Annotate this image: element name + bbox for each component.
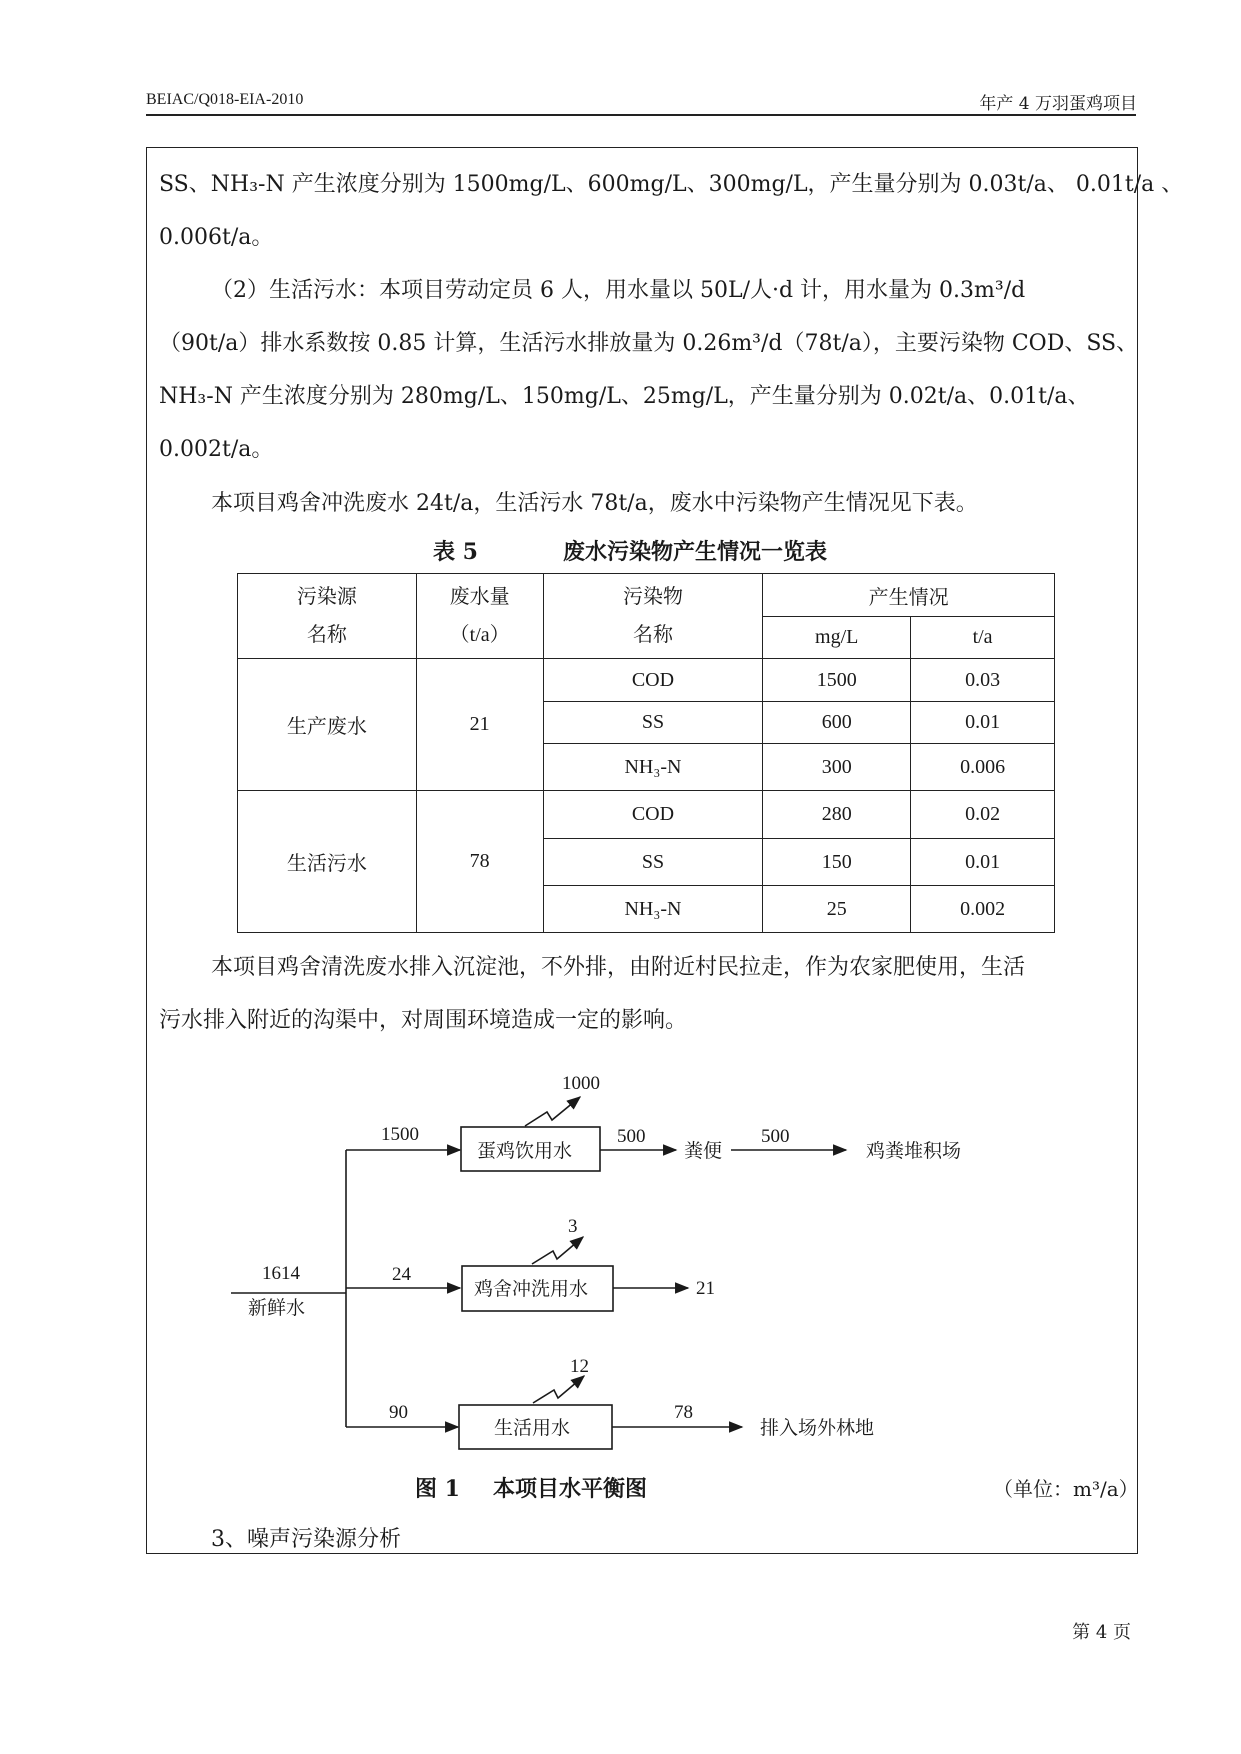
manure-label: 粪便 bbox=[684, 1140, 723, 1162]
branch2-loss-value: 3 bbox=[568, 1216, 578, 1237]
header-unit-mass: t/a bbox=[911, 617, 1055, 659]
header-text: 名称 bbox=[306, 624, 347, 646]
text-line: 0.002t/a。 bbox=[159, 437, 274, 462]
branch3-loss-arrow bbox=[533, 1376, 584, 1403]
figure-unit: （单位：m³/a） bbox=[993, 1477, 1139, 1501]
cell-mass: 0.01 bbox=[911, 702, 1055, 744]
table-caption-title: 废水污染物产生情况一览表 bbox=[563, 539, 828, 565]
cell-mass: 0.002 bbox=[911, 886, 1055, 933]
cell-pollutant: COD bbox=[543, 659, 763, 702]
branch1-in-value: 1500 bbox=[381, 1124, 419, 1145]
cell-source: 生产废水 bbox=[238, 659, 417, 791]
cell-pollutant: SS bbox=[543, 702, 763, 744]
text-line: （2）生活污水：本项目劳动定员 6 人，用水量以 50L/人·d 计，用水量为 0.3m³/d bbox=[211, 278, 1026, 303]
branch1-loss-value: 1000 bbox=[562, 1073, 600, 1094]
figure-caption-number: 图 1 bbox=[415, 1476, 460, 1502]
forest-discharge-label: 排入场外林地 bbox=[760, 1417, 875, 1439]
branch3-in-value: 90 bbox=[389, 1402, 408, 1423]
text-line: NH₃-N 产生浓度分别为 280mg/L、150mg/L、25mg/L，产生量分别为 0.02t/a、0.01t/a、 bbox=[159, 384, 1090, 409]
cell-mass: 0.03 bbox=[911, 659, 1055, 702]
box-hen-drinking-label: 蛋鸡饮用水 bbox=[477, 1140, 573, 1162]
text-line: 本项目鸡舍清洗废水排入沉淀池，不外排，由附近村民拉走，作为农家肥使用，生活 bbox=[211, 955, 1026, 980]
cell-conc: 150 bbox=[763, 839, 911, 886]
text-line: 0.006t/a。 bbox=[159, 225, 274, 250]
branch2-in-value: 24 bbox=[392, 1264, 411, 1285]
box-domestic-use-label: 生活用水 bbox=[494, 1417, 571, 1439]
cell-mass: 0.02 bbox=[911, 791, 1055, 839]
text-line: （90t/a）排水系数按 0.85 计算，生活污水排放量为 0.26m³/d（78t/a），主要污染物 COD、SS、 bbox=[159, 331, 1139, 356]
cell-pollutant: NH₃-N bbox=[543, 886, 763, 933]
cell-source: 生活污水 bbox=[238, 791, 417, 933]
cell-pollutant: COD bbox=[543, 791, 763, 839]
cell-pollutant: SS bbox=[543, 839, 763, 886]
cell-conc: 1500 bbox=[763, 659, 911, 702]
fresh-water-label: 新鲜水 bbox=[248, 1297, 306, 1319]
branch2-out-value: 21 bbox=[696, 1278, 715, 1299]
cell-mass: 0.01 bbox=[911, 839, 1055, 886]
branch3-loss-value: 12 bbox=[570, 1356, 589, 1377]
header-text: 污染源 bbox=[296, 586, 357, 608]
text-line: 3、噪声污染源分析 bbox=[211, 1527, 401, 1552]
cell-conc: 600 bbox=[763, 702, 911, 744]
manure-pile-label: 鸡粪堆积场 bbox=[866, 1140, 962, 1162]
figure-caption-title: 本项目水平衡图 bbox=[493, 1476, 648, 1502]
manure-out-value: 500 bbox=[761, 1126, 790, 1147]
header-text: 污染物 bbox=[622, 586, 683, 608]
header-text: 废水量 bbox=[449, 586, 510, 608]
cell-conc: 25 bbox=[763, 886, 911, 933]
cell-conc: 280 bbox=[763, 791, 911, 839]
branch3-out-value: 78 bbox=[674, 1402, 693, 1423]
box-coop-washing-label: 鸡舍冲洗用水 bbox=[474, 1278, 589, 1300]
table-caption-number: 表 5 bbox=[433, 539, 478, 565]
header-text: （t/a） bbox=[449, 624, 510, 646]
cell-volume: 78 bbox=[416, 791, 543, 933]
text-line: 污水排入附近的沟渠中，对周围环境造成一定的影响。 bbox=[159, 1008, 688, 1033]
text-line: SS、NH₃-N 产生浓度分别为 1500mg/L、600mg/L、300mg/L，产生量分别为 0.03t/a、 0.01t/a 、 bbox=[159, 172, 1184, 197]
cell-conc: 300 bbox=[763, 744, 911, 791]
cell-pollutant: NH₃-N bbox=[543, 744, 763, 791]
doc-code: BEIAC/Q018-EIA-2010 bbox=[146, 91, 304, 108]
branch1-loss-arrow bbox=[525, 1097, 580, 1126]
text-line: 本项目鸡舍冲洗废水 24t/a，生活污水 78t/a，废水中污染物产生情况见下表。 bbox=[211, 491, 978, 516]
paragraph-noise-heading bbox=[159, 1513, 1131, 1566]
fresh-water-value: 1614 bbox=[262, 1263, 300, 1284]
header-text: 名称 bbox=[632, 624, 673, 646]
header-unit-conc: mg/L bbox=[763, 617, 911, 659]
project-title: 年产 4 万羽蛋鸡项目 bbox=[979, 94, 1137, 114]
branch2-loss-arrow bbox=[532, 1237, 583, 1264]
cell-volume: 21 bbox=[416, 659, 543, 791]
cell-mass: 0.006 bbox=[911, 744, 1055, 791]
header-generation: 产生情况 bbox=[763, 574, 1055, 617]
branch1-out-value: 500 bbox=[617, 1126, 646, 1147]
page-number: 第 4 页 bbox=[1072, 1622, 1131, 1643]
